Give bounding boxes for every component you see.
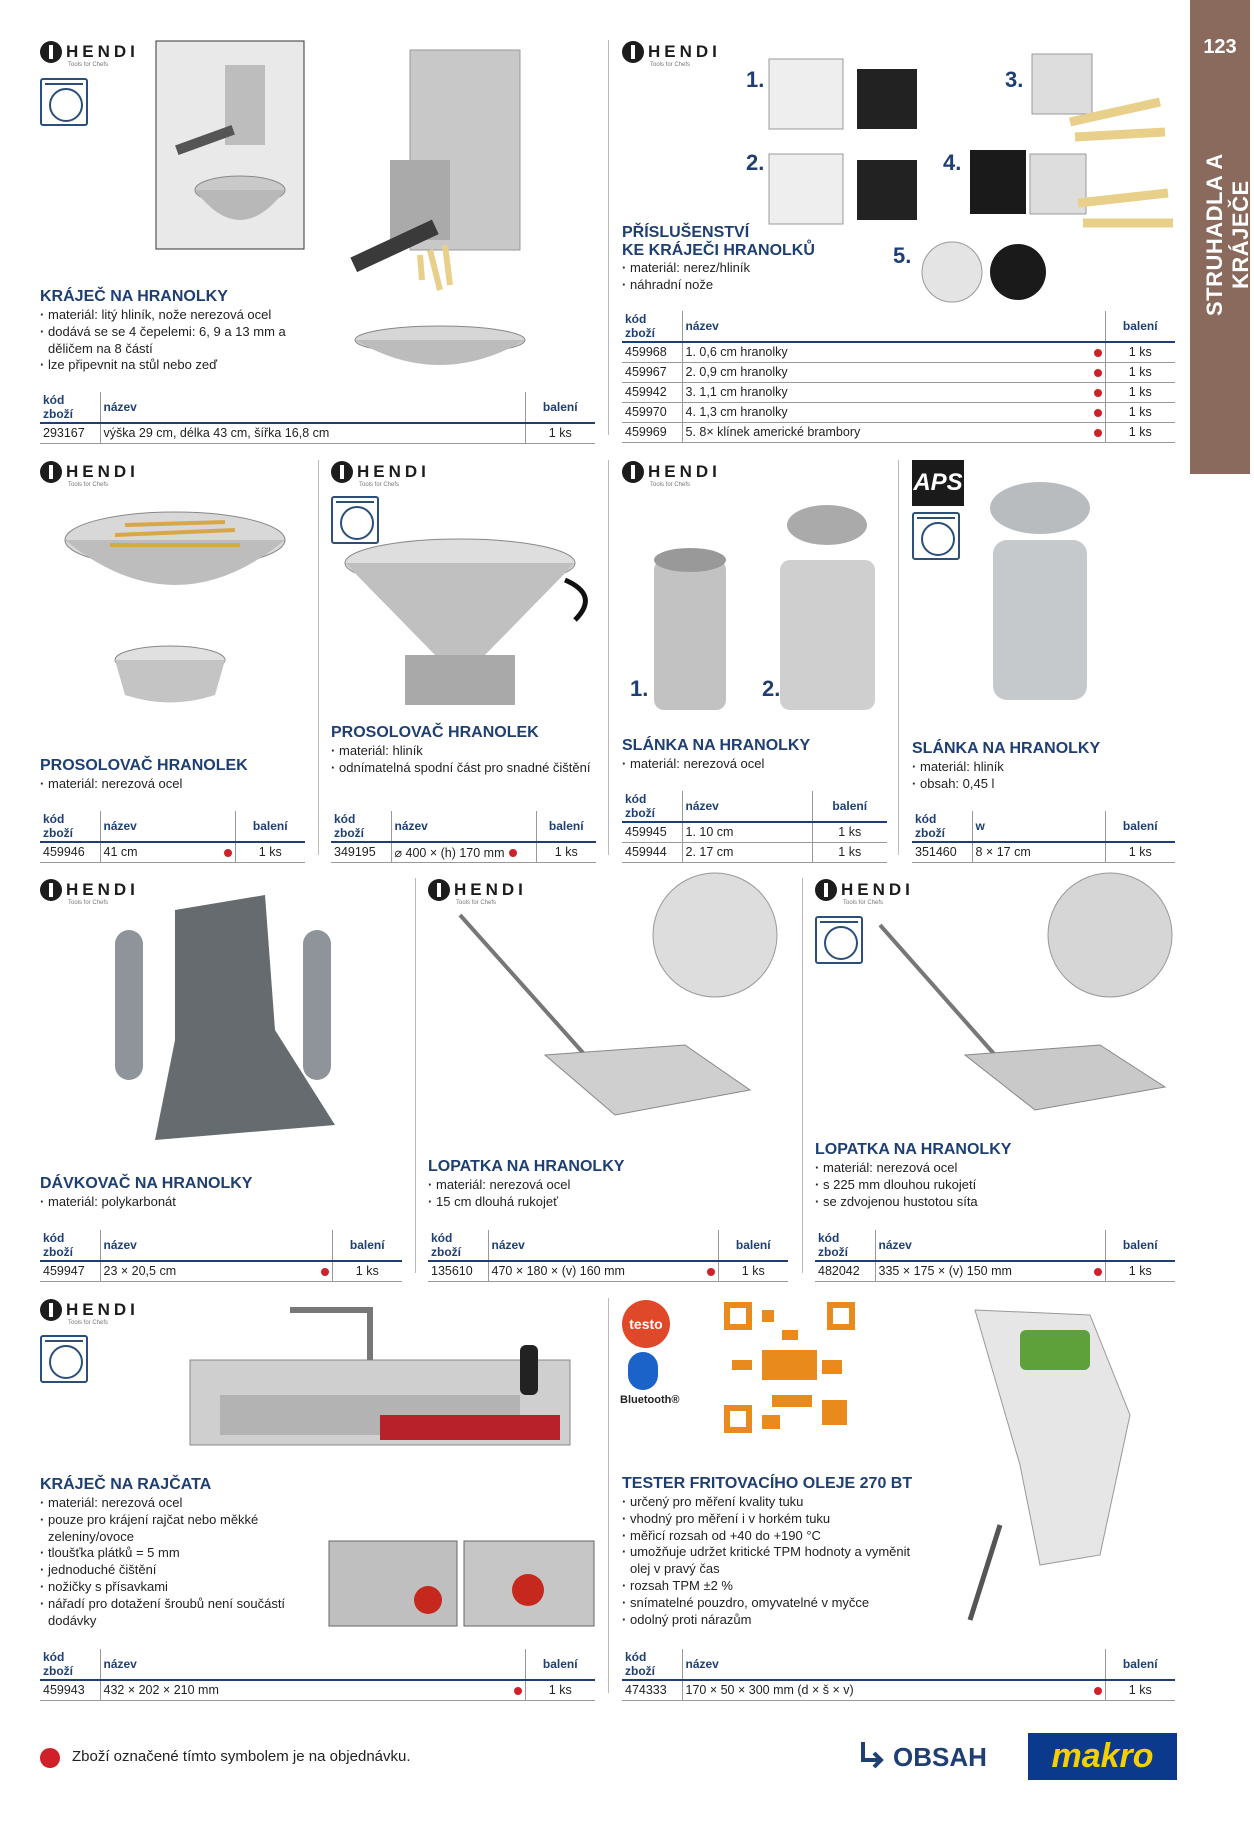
order-only-icon <box>224 849 232 857</box>
table-row: 459946 41 cm 1 ks <box>40 842 305 862</box>
blade-06-photo <box>765 55 925 135</box>
shaker-label: 2. <box>762 676 781 701</box>
dishwasher-safe-icon <box>40 78 88 126</box>
contents-link[interactable]: OBSAH <box>857 1740 987 1774</box>
product-title: KRÁJEČ NA HRANOLKY <box>40 288 228 305</box>
product-features: · materiál: hliník · obsah: 0,45 l <box>912 759 1172 793</box>
product-features: · materiál: nerezová ocel <box>622 756 882 773</box>
order-only-icon <box>1094 409 1102 417</box>
hendi-logo: HENDI Tools for Chefs <box>622 40 721 64</box>
dishwasher-safe-icon <box>40 1335 88 1383</box>
order-only-legend: Zboží označené tímto symbolem je na objednávku. <box>72 1748 411 1765</box>
table-row: 351460 8 × 17 cm 1 ks <box>912 842 1175 862</box>
order-only-icon <box>1094 389 1102 397</box>
table-row: 459942 3. 1,1 cm hranolky 1 ks <box>622 382 1175 402</box>
bluetooth-label: Bluetooth® <box>620 1394 680 1406</box>
table-row: 349195 ⌀ 400 × (h) 170 mm 1 ks <box>331 842 596 862</box>
makro-logo: makro <box>1028 1733 1177 1780</box>
dishwasher-safe-icon <box>815 916 863 964</box>
product-table: kód zboží w balení 351460 8 × 17 cm 1 ks <box>912 811 1175 863</box>
hendi-logo: HENDI Tools for Chefs <box>40 40 139 64</box>
wedge-blade-photo <box>918 238 1053 308</box>
product-subtitle: KE KRÁJEČI HRANOLKŮ <box>622 242 815 259</box>
product-features: · určený pro měření kvality tuku · vhodný pro měření i v horkém tuku · měřicí rozsah od +40 do +190 °C · umožňuje udržet kritické TPM hodnoty a vyměnit olej v pravý čas · rozsah TPM ±2 % · snímatelné pouzdro, omyvatelné v myčce · odolný proti nárazům <box>622 1494 932 1628</box>
product-title: SLÁNKA NA HRANOLKY <box>912 740 1101 757</box>
hendi-mark-icon <box>40 41 62 63</box>
product-table: kód zboží název balení 459947 23 × 20,5 cm 1 ks <box>40 1230 402 1282</box>
blade-11-photo <box>1030 52 1180 152</box>
dishwasher-safe-icon <box>912 512 960 560</box>
slicer-detail-photo-2 <box>463 1540 595 1627</box>
blade-09-photo <box>765 150 925 230</box>
table-row: 459967 2. 0,9 cm hranolky 1 ks <box>622 362 1175 382</box>
product-table: kód zboží název balení 474333 170 × 50 × 300 mm (d × š × v) 1 ks <box>622 1649 1175 1701</box>
fry-shovel-photo <box>445 875 790 1145</box>
slicer-detail-photo-1 <box>328 1540 458 1627</box>
hendi-logo: HENDI Tools for Chefs <box>428 878 527 902</box>
hendi-mark-icon <box>40 879 62 901</box>
order-only-icon <box>1094 1268 1102 1276</box>
aps-logo: APS <box>912 460 964 506</box>
fry-scoop-photo <box>105 890 345 1160</box>
product-title: PROSOLOVAČ HRANOLEK <box>40 757 248 774</box>
hendi-logo: HENDI Tools for Chefs <box>622 460 721 484</box>
order-only-legend-icon <box>40 1748 60 1768</box>
testo-logo: testo <box>622 1300 670 1348</box>
hendi-mark-icon <box>815 879 837 901</box>
section-title: STRUHADLA A KRÁJEČE <box>1202 153 1253 317</box>
tomato-slicer-photo <box>180 1300 600 1480</box>
hendi-logo: HENDI Tools for Chefs <box>331 460 430 484</box>
table-row: 482042 335 × 175 × (v) 150 mm 1 ks <box>815 1261 1175 1281</box>
product-features: · materiál: litý hliník, nože nerezová ocel · dodává se se 4 čepelemi: 6, 9 a 13 mm a děličem na 8 částí · lze připevnit na stůl nebo zeď <box>40 307 300 374</box>
accessory-label: 5. <box>893 243 912 268</box>
product-title: PROSOLOVAČ HRANOLEK <box>331 724 539 741</box>
order-only-icon <box>1094 429 1102 437</box>
product-table: kód zboží název balení 135610 470 × 180 × (v) 160 mm 1 ks <box>428 1230 788 1282</box>
product-table: kód zboží název balení 293167 výška 29 cm, délka 43 cm, šířka 16,8 cm 1 ks <box>40 392 595 444</box>
product-table: kód zboží název balení 459945 1. 10 cm 1 ks 459944 2. 17 cm 1 ks <box>622 791 887 863</box>
table-row: 459968 1. 0,6 cm hranolky 1 ks <box>622 342 1175 362</box>
conical-salter-photo <box>335 535 595 710</box>
order-only-icon <box>707 1268 715 1276</box>
hendi-mark-icon <box>622 461 644 483</box>
table-row: 135610 470 × 180 × (v) 160 mm 1 ks <box>428 1261 788 1281</box>
table-row: 474333 170 × 50 × 300 mm (d × š × v) 1 ks <box>622 1680 1175 1700</box>
order-only-icon <box>1094 369 1102 377</box>
product-features: · materiál: nerezová ocel <box>40 776 300 793</box>
page-number: 123 <box>1203 36 1237 58</box>
hendi-logo: HENDI Tools for Chefs <box>40 460 139 484</box>
product-title: SLÁNKA NA HRANOLKY <box>622 737 811 754</box>
order-only-icon <box>514 1687 522 1695</box>
product-features: · materiál: polykarbonát <box>40 1194 300 1211</box>
accessory-label: 4. <box>943 150 962 175</box>
bluetooth-icon <box>628 1352 658 1390</box>
product-table: kód zboží název balení 459946 41 cm 1 ks <box>40 811 305 863</box>
table-row: 459944 2. 17 cm 1 ks <box>622 842 887 862</box>
product-title: DÁVKOVAČ NA HRANOLKY <box>40 1175 253 1192</box>
arrow-return-icon <box>857 1740 887 1774</box>
product-title: KRÁJEČ NA RAJČATA <box>40 1476 212 1493</box>
table-row: 459945 1. 10 cm 1 ks <box>622 822 887 842</box>
accessory-label: 1. <box>746 67 765 92</box>
order-only-icon <box>509 849 517 857</box>
table-row: 459947 23 × 20,5 cm 1 ks <box>40 1261 402 1281</box>
order-only-icon <box>1094 349 1102 357</box>
product-features: · materiál: nerezová ocel · pouze pro krájení rajčat nebo měkké zeleniny/ovoce · tloušťka plátků = 5 mm · jednoduché čištění · nožičky s přísavkami · nářadí pro dotažení šroubů není součástí dodávky <box>40 1495 325 1629</box>
product-title: TESTER FRITOVACÍHO OLEJE 270 BT <box>622 1475 913 1492</box>
shaker-label: 1. <box>630 676 649 701</box>
product-table: kód zboží název balení 482042 335 × 175 × (v) 150 mm 1 ks <box>815 1230 1175 1282</box>
qr-code[interactable] <box>722 1300 857 1435</box>
product-features: · materiál: nerezová ocel · 15 cm dlouhá rukojeť <box>428 1177 688 1211</box>
oil-tester-photo <box>960 1295 1135 1625</box>
hendi-logo: HENDI Tools for Chefs <box>40 1298 139 1322</box>
fry-cutter-wall-photo <box>155 40 305 250</box>
table-row: 459943 432 × 202 × 210 mm 1 ks <box>40 1680 595 1700</box>
blade-13-photo <box>968 148 1178 238</box>
section-tab <box>1190 0 1253 474</box>
accessory-label: 2. <box>746 150 765 175</box>
table-row: 459970 4. 1,3 cm hranolky 1 ks <box>622 402 1175 422</box>
accessory-label: 3. <box>1005 67 1024 92</box>
product-features: · materiál: nerezová ocel · s 225 mm dlouhou rukojetí · se zdvojenou hustotou síta <box>815 1160 1085 1210</box>
hendi-mark-icon <box>331 461 353 483</box>
hendi-logo: HENDI Tools for Chefs <box>40 878 139 902</box>
product-title: LOPATKA NA HRANOLKY <box>428 1158 625 1175</box>
product-title: PŘÍSLUŠENSTVÍ <box>622 224 750 241</box>
hendi-logo: HENDI Tools for Chefs <box>815 878 914 902</box>
table-row: 293167 výška 29 cm, délka 43 cm, šířka 16,8 cm 1 ks <box>40 423 595 443</box>
product-features: · materiál: nerez/hliník · náhradní nože <box>622 260 882 294</box>
fry-salter-photo <box>55 500 295 715</box>
product-table: kód zboží název balení 459943 432 × 202 × 210 mm 1 ks <box>40 1649 595 1701</box>
product-title: LOPATKA NA HRANOLKY <box>815 1141 1012 1158</box>
fry-cutter-photo <box>330 40 545 375</box>
order-only-icon <box>321 1268 329 1276</box>
product-features: · materiál: hliník · odnímatelná spodní část pro snadné čištění <box>331 743 591 777</box>
hendi-mark-icon <box>40 461 62 483</box>
table-row: 459969 5. 8× klínek americké brambory 1 ks <box>622 422 1175 442</box>
order-only-icon <box>1094 1687 1102 1695</box>
hendi-mark-icon <box>40 1299 62 1321</box>
product-table: kód zboží název balení 459968 1. 0,6 cm hranolky 1 ks 459967 2. 0,9 cm hranolky 1 ks 459942 3. 1,1 cm hranolky 1 ks 459970 4. 1,3 cm hranolky 1 ks 459969 5. 8× klínek americké brambory 1 ks <box>622 311 1175 443</box>
double-mesh-shovel-photo <box>865 875 1180 1140</box>
hendi-mark-icon <box>622 41 644 63</box>
product-table: kód zboží název balení 349195 ⌀ 400 × (h) 170 mm 1 ks <box>331 811 596 863</box>
aluminium-shaker-photo <box>985 480 1095 705</box>
